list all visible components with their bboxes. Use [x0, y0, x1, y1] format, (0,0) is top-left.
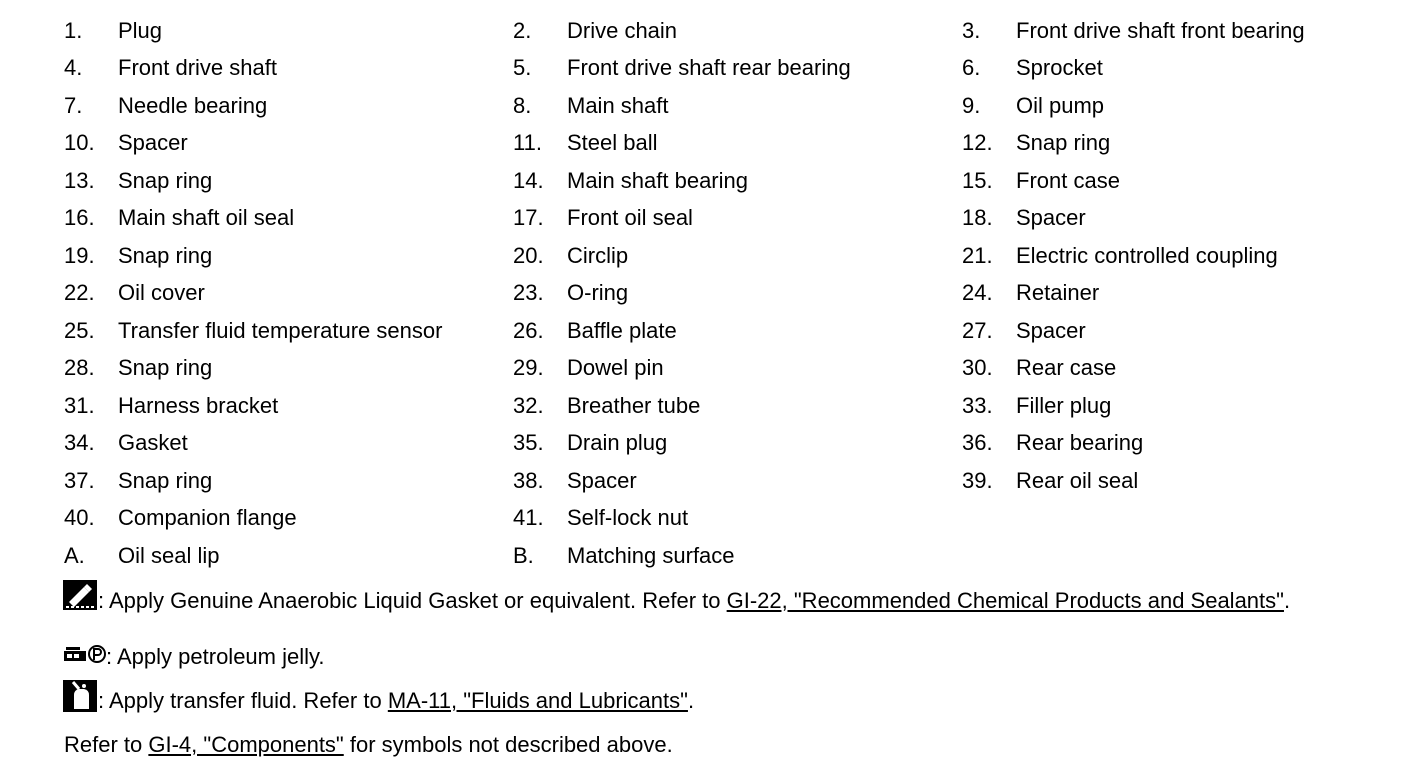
part-number: 36. [962, 430, 993, 456]
part-label: Steel ball [567, 130, 658, 156]
legend-petroleum-jelly [62, 644, 324, 670]
part-label: Front drive shaft rear bearing [567, 55, 851, 81]
petroleum-jelly-icon [62, 643, 106, 665]
part-item [513, 275, 962, 313]
transfer-fluid-icon [62, 679, 98, 713]
part-label: Gasket [118, 430, 188, 456]
part-number: 11. [513, 130, 542, 156]
part-label: Matching surface [567, 542, 735, 568]
legend-fluid-text: : Apply transfer fluid. Refer to [98, 688, 388, 713]
part-number: 13. [64, 167, 95, 193]
part-label: Electric controlled coupling [1016, 242, 1278, 268]
part-item [962, 162, 1408, 200]
part-item [64, 50, 513, 88]
part-item [64, 162, 513, 200]
part-label: Dowel pin [567, 355, 664, 381]
part-label: Sprocket [1016, 55, 1103, 81]
part-number: 8. [513, 92, 532, 118]
part-label: Spacer [1016, 205, 1086, 231]
part-item [513, 387, 962, 425]
part-item [513, 462, 962, 500]
part-label: Snap ring [118, 355, 213, 381]
part-item [962, 312, 1408, 350]
part-item [64, 425, 513, 463]
part-number: 26. [513, 317, 544, 343]
part-item [64, 387, 513, 425]
part-item [962, 200, 1408, 238]
part-label: Snap ring [1016, 130, 1111, 156]
part-item [513, 162, 962, 200]
part-number: 28. [64, 355, 95, 381]
part-item [513, 350, 962, 388]
part-number: A. [64, 542, 85, 568]
part-label: Front drive shaft [118, 55, 277, 81]
part-label: Front drive shaft front bearing [1016, 17, 1305, 43]
part-number: 22. [64, 280, 95, 306]
part-number: 5. [513, 55, 532, 81]
part-number: 25. [64, 317, 95, 343]
part-number: 6. [962, 55, 981, 81]
components-note-suffix: for symbols not described above. [343, 732, 673, 757]
part-number: 18. [962, 205, 993, 231]
part-number: 17. [513, 205, 544, 231]
part-number: 9. [962, 92, 981, 118]
legend-gasket-period: . [1283, 588, 1291, 613]
part-item [962, 12, 1408, 50]
part-number: 31. [64, 392, 95, 418]
part-label: Filler plug [1016, 392, 1112, 418]
part-item [962, 425, 1408, 463]
part-number: 34. [64, 430, 95, 456]
part-number: 29. [513, 355, 544, 381]
part-label: Spacer [567, 467, 637, 493]
part-label: Harness bracket [118, 392, 279, 418]
part-item [64, 275, 513, 313]
part-number: 12. [962, 130, 993, 156]
part-item [962, 350, 1408, 388]
part-label: Oil pump [1016, 92, 1105, 118]
ma-11-link[interactable]: MA-11, "Fluids and Lubricants" [387, 688, 688, 713]
part-number: 40. [64, 505, 95, 531]
part-label: Main shaft bearing [567, 167, 748, 193]
part-item [513, 237, 962, 275]
part-number: 1. [64, 17, 83, 43]
part-label: Plug [118, 17, 163, 43]
part-item [962, 275, 1408, 313]
legend-fluid-period: . [687, 688, 695, 713]
components-note-prefix: Refer to [64, 732, 149, 757]
gi-4-link[interactable]: GI-4, "Components" [148, 732, 344, 757]
part-item [64, 12, 513, 50]
part-number: 7. [64, 92, 83, 118]
part-item [513, 87, 962, 125]
part-number: 2. [513, 17, 532, 43]
part-label: Main shaft [567, 92, 669, 118]
part-label: Rear bearing [1016, 430, 1144, 456]
part-item [513, 312, 962, 350]
part-item [513, 12, 962, 50]
part-label: Needle bearing [118, 92, 268, 118]
part-item [962, 87, 1408, 125]
part-item [64, 125, 513, 163]
part-label: Spacer [118, 130, 188, 156]
part-number: 4. [64, 55, 83, 81]
part-number: 24. [962, 280, 993, 306]
part-item [962, 500, 1408, 538]
part-number: 30. [962, 355, 993, 381]
part-label: Breather tube [567, 392, 701, 418]
part-label: O-ring [567, 280, 629, 306]
part-number: B. [513, 542, 534, 568]
part-label: Self-lock nut [567, 505, 689, 531]
part-number: 16. [64, 205, 95, 231]
part-number: 21. [962, 242, 993, 268]
part-number: 10. [64, 130, 95, 156]
part-number: 14. [513, 167, 544, 193]
part-number: 15. [962, 167, 993, 193]
part-item [513, 537, 962, 575]
parts-list [64, 12, 1408, 575]
part-number: 19. [64, 242, 95, 268]
legend-liquid-gasket [62, 588, 1290, 614]
legend-components-note [64, 732, 673, 758]
part-item [513, 200, 962, 238]
part-label: Spacer [1016, 317, 1086, 343]
part-label: Baffle plate [567, 317, 677, 343]
gi-22-link[interactable]: GI-22, "Recommended Chemical Products and Sealants" [726, 588, 1284, 613]
part-number: 38. [513, 467, 544, 493]
part-number: 20. [513, 242, 544, 268]
part-label: Companion flange [118, 505, 297, 531]
part-label: Drive chain [567, 17, 678, 43]
part-label: Circlip [567, 242, 629, 268]
part-label: Front case [1016, 167, 1120, 193]
part-item [513, 500, 962, 538]
part-number: 33. [962, 392, 993, 418]
part-number: 27. [962, 317, 993, 343]
part-item [513, 125, 962, 163]
part-number: 35. [513, 430, 544, 456]
liquid-gasket-icon [62, 579, 98, 611]
part-item [64, 312, 513, 350]
part-label: Main shaft oil seal [118, 205, 295, 231]
legend-jelly-text: : Apply petroleum jelly. [106, 644, 325, 669]
part-item [64, 462, 513, 500]
part-label: Oil cover [118, 280, 205, 306]
part-number: 41. [513, 505, 544, 531]
part-item [962, 462, 1408, 500]
part-number: 32. [513, 392, 544, 418]
part-item [64, 350, 513, 388]
part-number: 37. [64, 467, 95, 493]
part-item [64, 500, 513, 538]
part-number: 3. [962, 17, 981, 43]
part-label: Oil seal lip [118, 542, 220, 568]
part-item [513, 425, 962, 463]
part-item [962, 125, 1408, 163]
part-label: Retainer [1016, 280, 1100, 306]
legend-transfer-fluid [62, 688, 694, 714]
part-label: Transfer fluid temperature sensor [118, 317, 443, 343]
part-item [962, 387, 1408, 425]
part-label: Drain plug [567, 430, 668, 456]
part-number: 23. [513, 280, 544, 306]
part-item [962, 50, 1408, 88]
part-label: Rear case [1016, 355, 1117, 381]
part-number: 39. [962, 467, 993, 493]
part-item [64, 537, 513, 575]
part-label: Snap ring [118, 467, 213, 493]
part-label: Snap ring [118, 167, 213, 193]
part-label: Front oil seal [567, 205, 693, 231]
part-label: Rear oil seal [1016, 467, 1139, 493]
part-item [64, 87, 513, 125]
part-item [962, 237, 1408, 275]
part-item [64, 200, 513, 238]
part-item [513, 50, 962, 88]
part-label: Snap ring [118, 242, 213, 268]
legend-gasket-text: : Apply Genuine Anaerobic Liquid Gasket or equivalent. Refer to [98, 588, 727, 613]
part-item [64, 237, 513, 275]
